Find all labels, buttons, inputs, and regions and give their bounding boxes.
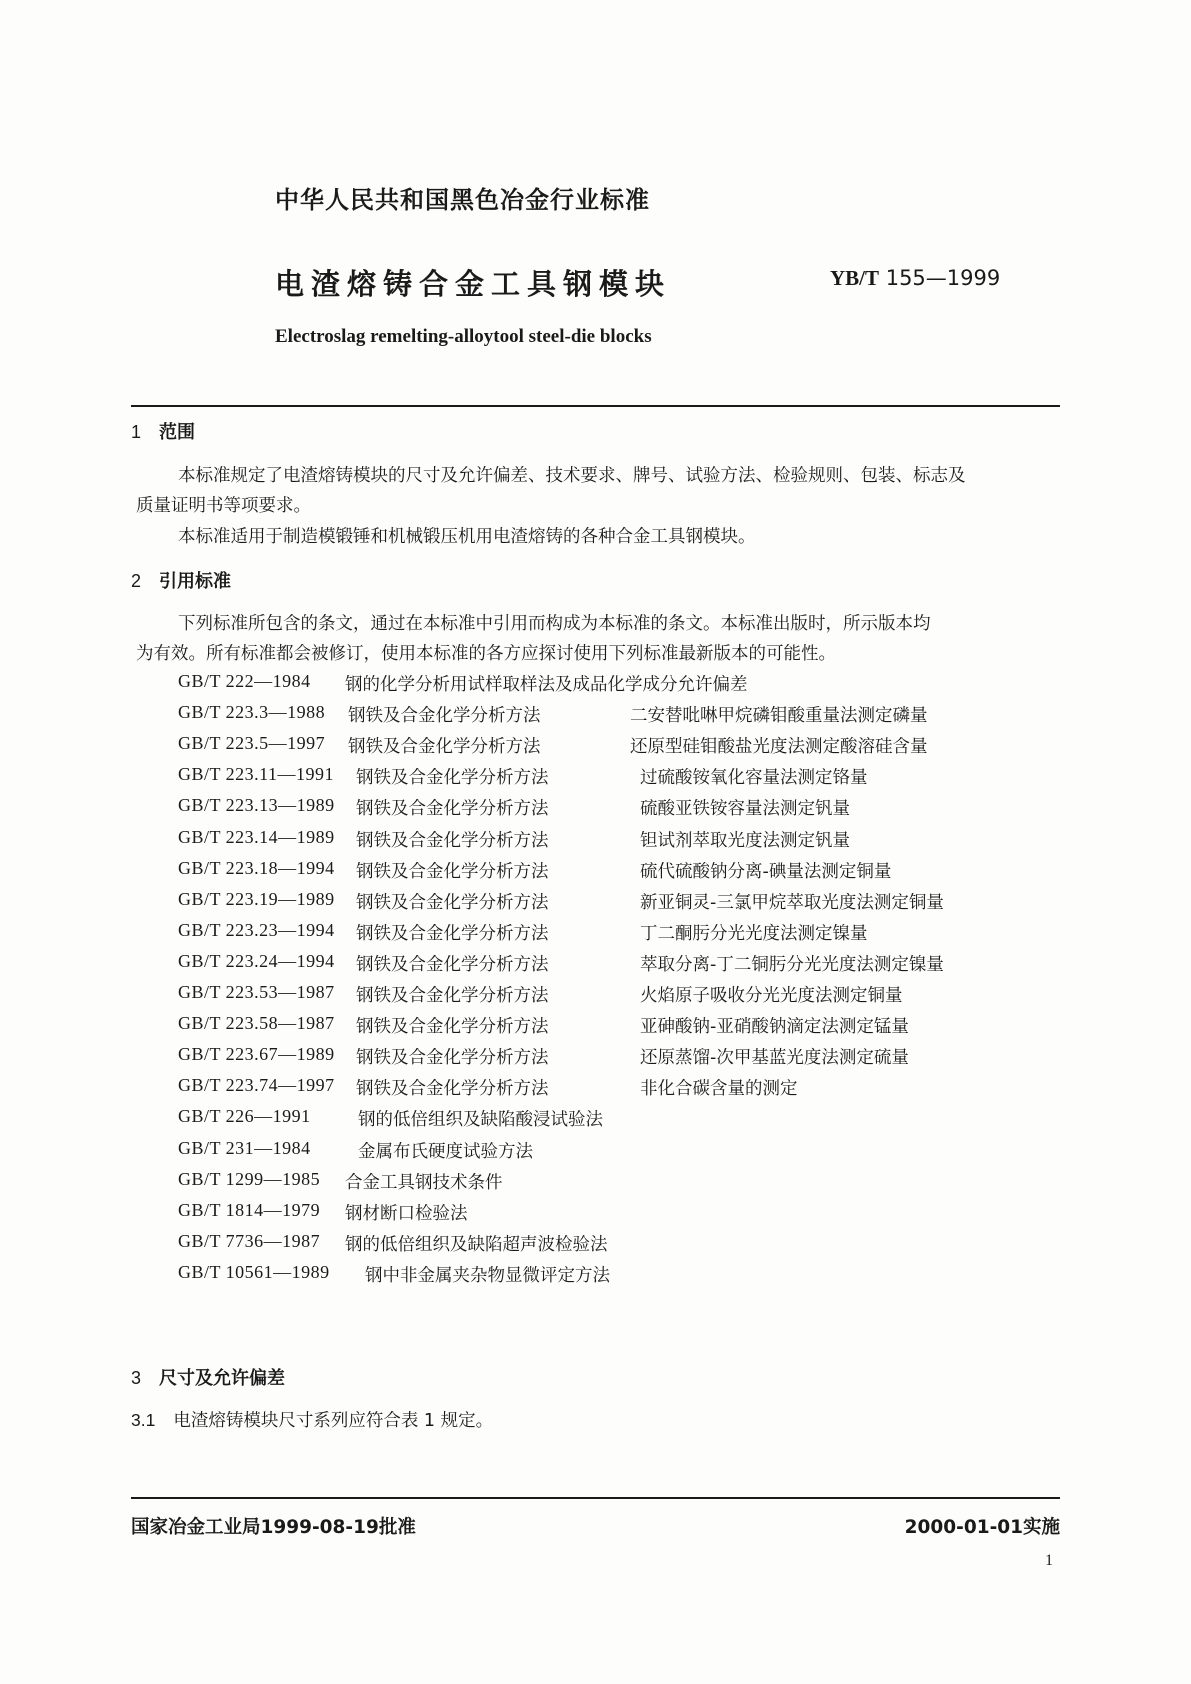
section-2-paragraph-line-1: 下列标准所包含的条文，通过在本标准中引用而构成为本标准的条文。本标准出版时，所示版本均 (178, 614, 931, 634)
reference-code: GB/T 223.3—1988 (178, 702, 326, 723)
reference-title: 钢材断口检验法 (345, 1203, 468, 1224)
reference-code: GB/T 1814—1979 (178, 1199, 321, 1220)
document-title-english: Electroslag remelting-alloytool steel-die blocks (275, 326, 652, 347)
header-divider (131, 405, 1060, 407)
page-number: 1 (1045, 1552, 1053, 1569)
reference-code: GB/T 7736—1987 (178, 1230, 321, 1251)
reference-code: GB/T 231—1984 (178, 1137, 311, 1158)
reference-code: GB/T 223.67—1989 (178, 1044, 335, 1065)
section-2-title: 引用标准 (159, 571, 232, 592)
reference-code: GB/T 223.11—1991 (178, 764, 335, 785)
reference-code: GB/T 223.74—1997 (178, 1075, 335, 1096)
footer-divider (131, 1497, 1060, 1499)
reference-title: 钢的低倍组织及缺陷酸浸试验法 (358, 1110, 603, 1131)
reference-code: GB/T 223.13—1989 (178, 795, 335, 816)
clause-3-1-number: 3.1 (131, 1410, 156, 1430)
reference-code: GB/T 223.58—1987 (178, 1013, 335, 1034)
reference-title: 钢铁及合金化学分析方法 (356, 768, 549, 789)
reference-code: GB/T 222—1984 (178, 671, 311, 691)
reference-method: 钽试剂萃取光度法测定钒量 (640, 830, 850, 851)
reference-title: 钢铁及合金化学分析方法 (356, 861, 549, 882)
approval-date: 国家冶金工业局1999-08-19批准 (131, 1517, 416, 1538)
reference-method: 过硫酸铵氧化容量法测定铬量 (640, 768, 868, 789)
section-1-number: 1 (131, 422, 142, 442)
reference-title: 钢铁及合金化学分析方法 (356, 954, 549, 975)
reference-title: 钢铁及合金化学分析方法 (356, 1017, 549, 1038)
reference-title: 钢铁及合金化学分析方法 (356, 1048, 549, 1069)
reference-title: 钢铁及合金化学分析方法 (348, 737, 541, 758)
reference-method: 丁二酮肟分光光度法测定镍量 (640, 923, 868, 944)
section-1-paragraph-1-line-2: 质量证明书等项要求。 (136, 496, 311, 516)
section-3-title: 尺寸及允许偏差 (159, 1368, 286, 1389)
section-2-number: 2 (131, 571, 142, 591)
reference-title: 钢铁及合金化学分析方法 (356, 1079, 549, 1100)
reference-title: 钢铁及合金化学分析方法 (356, 799, 549, 820)
reference-code: GB/T 1299—1985 (178, 1168, 321, 1189)
section-2-heading (131, 567, 231, 593)
reference-code: GB/T 223.14—1989 (178, 826, 335, 847)
reference-title: 钢铁及合金化学分析方法 (356, 892, 549, 913)
reference-title: 钢的化学分析用试样取样法及成品化学成分允许偏差 (345, 675, 748, 695)
section-3-heading (131, 1364, 285, 1390)
reference-code: GB/T 226—1991 (178, 1106, 311, 1127)
reference-code: GB/T 223.23—1994 (178, 919, 335, 940)
section-1-heading (131, 418, 195, 444)
standard-code (830, 266, 1000, 291)
section-1-paragraph-1-line-1: 本标准规定了电渣熔铸模块的尺寸及允许偏差、技术要求、牌号、试验方法、检验规则、包装、标志及 (178, 466, 966, 486)
reference-title: 钢铁及合金化学分析方法 (356, 923, 549, 944)
reference-code: GB/T 223.24—1994 (178, 950, 335, 971)
reference-method: 还原型硅钼酸盐光度法测定酸溶硅含量 (630, 737, 928, 758)
reference-title: 钢铁及合金化学分析方法 (356, 830, 549, 851)
reference-method: 硫代硫酸钠分离-碘量法测定铜量 (640, 861, 892, 882)
clause-3-1 (131, 1407, 493, 1432)
section-1-paragraph-2: 本标准适用于制造模锻锤和机械锻压机用电渣熔铸的各种合金工具钢模块。 (178, 527, 756, 547)
reference-method: 萃取分离-丁二铜肟分光光度法测定镍量 (640, 954, 944, 975)
section-1-title: 范围 (159, 422, 196, 443)
reference-title: 钢铁及合金化学分析方法 (348, 706, 541, 727)
reference-title: 合金工具钢技术条件 (345, 1172, 503, 1193)
reference-method: 亚砷酸钠-亚硝酸钠滴定法测定锰量 (640, 1017, 909, 1038)
issuing-agency: 中华人民共和国黑色冶金行业标准 (275, 186, 650, 214)
section-3-number: 3 (131, 1368, 142, 1388)
section-2-paragraph-line-2: 为有效。所有标准都会被修订，使用本标准的各方应探讨使用下列标准最新版本的可能性。 (136, 644, 836, 664)
reference-method: 还原蒸馏-次甲基蓝光度法测定硫量 (640, 1048, 909, 1069)
reference-code: GB/T 223.18—1994 (178, 857, 335, 878)
reference-code: GB/T 223.5—1997 (178, 733, 326, 754)
reference-method: 硫酸亚铁铵容量法测定钒量 (640, 799, 850, 820)
reference-title: 金属布氏硬度试验方法 (358, 1141, 533, 1162)
reference-method: 火焰原子吸收分光光度法测定铜量 (640, 986, 903, 1006)
reference-method: 新亚铜灵-三氯甲烷萃取光度法测定铜量 (640, 892, 944, 913)
reference-code: GB/T 223.19—1989 (178, 888, 335, 909)
standard-prefix: YB/T (830, 266, 880, 290)
standard-number: 155—1999 (885, 266, 1001, 290)
reference-code: GB/T 223.53—1987 (178, 982, 335, 1002)
reference-method: 二安替吡啉甲烷磷钼酸重量法测定磷量 (630, 706, 928, 727)
reference-method: 非化合碳含量的测定 (640, 1079, 798, 1100)
reference-title: 钢的低倍组织及缺陷超声波检验法 (345, 1234, 608, 1255)
document-title: 电渣熔铸合金工具钢模块 (275, 267, 672, 301)
reference-code: GB/T 10561—1989 (178, 1261, 330, 1282)
implementation-date: 2000-01-01实施 (904, 1517, 1060, 1538)
reference-title: 钢中非金属夹杂物显微评定方法 (365, 1265, 610, 1286)
reference-title: 钢铁及合金化学分析方法 (356, 986, 549, 1006)
clause-3-1-text: 电渣熔铸模块尺寸系列应符合表 1 规定。 (173, 1411, 494, 1431)
